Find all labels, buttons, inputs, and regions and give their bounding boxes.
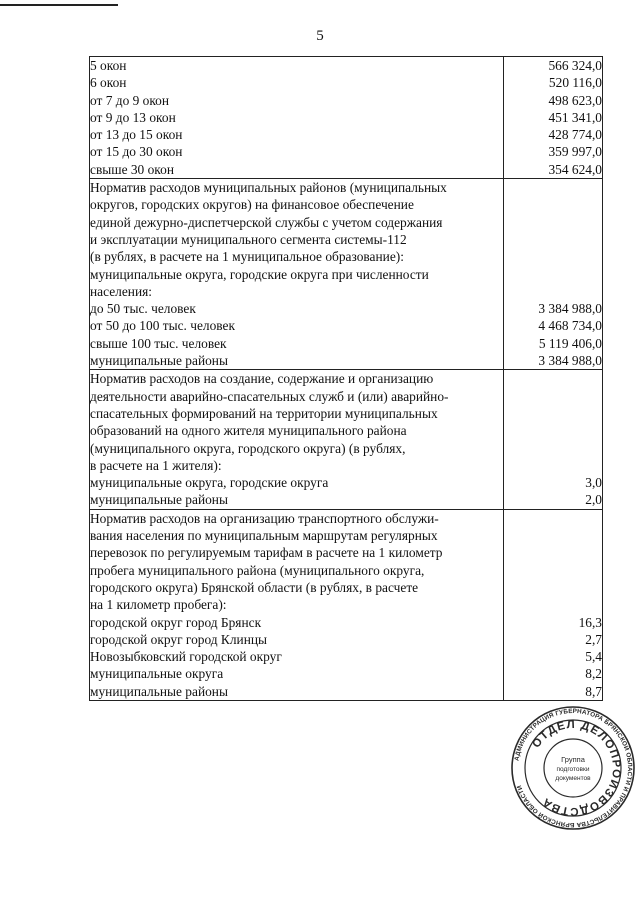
row-label: населения:	[90, 283, 152, 299]
row-label: от 50 до 100 тыс. человек	[90, 318, 235, 334]
row-value: 3 384 988,0	[538, 353, 602, 369]
value-cell	[504, 370, 603, 509]
row-value: 5 119 406,0	[538, 335, 602, 351]
row-label: пробега муниципального района (муниципального округа,	[90, 562, 425, 578]
row-value	[504, 405, 602, 422]
value-cell	[504, 179, 603, 370]
description-cell	[90, 509, 504, 700]
stamp-outer-text: АДМИНИСТРАЦИЯ ГУБЕРНАТОРА БРЯНСКОЙ ОБЛАСТИ И ПРАВИТЕЛЬСТВА БРЯНСКОЙ ОБЛАСТИ	[513, 707, 634, 829]
row-label: городского округа) Брянской области (в рублях, в расчете	[90, 579, 419, 595]
row-label: Норматив расходов на создание, содержание и организацию	[90, 371, 434, 387]
row-value: 5,4	[585, 649, 602, 665]
row-value: 3 384 988,0	[538, 301, 602, 317]
row-label: и эксплуатации муниципального сегмента системы-112	[90, 231, 407, 247]
row-value	[504, 596, 602, 613]
row-value	[504, 457, 602, 474]
row-label: муниципальные округа, городские округа при численности	[90, 266, 429, 282]
row-label: деятельности аварийно-спасательных служб и (или) аварийно-	[90, 388, 449, 404]
value-cell	[504, 57, 603, 179]
row-value: 8,2	[585, 666, 602, 682]
row-value: 428 774,0	[548, 127, 602, 143]
row-label: свыше 100 тыс. человек	[90, 335, 227, 351]
row-label: от 13 до 15 окон	[90, 127, 183, 143]
row-value	[504, 196, 602, 213]
row-label: Норматив расходов муниципальных районов (муниципальных	[90, 180, 447, 196]
row-value	[504, 527, 602, 544]
description-cell	[90, 370, 504, 509]
page-number: 5	[316, 28, 324, 44]
row-value: 520 116,0	[548, 75, 602, 91]
row-label: спасательных формирований на территории муниципальных	[90, 405, 438, 421]
row-value	[504, 422, 602, 439]
row-label: муниципальные районы	[90, 683, 228, 699]
row-label: городской округ город Брянск	[90, 614, 262, 630]
row-label: от 15 до 30 окон	[90, 144, 183, 160]
row-label: образований на одного жителя муниципального района	[90, 423, 407, 439]
row-label: в расчете на 1 жителя):	[90, 457, 222, 473]
table-section	[90, 179, 603, 370]
row-label: (муниципального округа, городского округа) (в рублях,	[90, 440, 406, 456]
row-value	[504, 248, 602, 265]
description-cell	[90, 179, 504, 370]
row-label: 6 окон	[90, 75, 127, 91]
row-value	[504, 544, 602, 561]
row-value	[504, 579, 602, 596]
row-value	[504, 440, 602, 457]
row-value: 2,7	[585, 631, 602, 647]
row-value	[504, 388, 602, 405]
row-label: Норматив расходов на организацию транспортного обслужи-	[90, 510, 439, 526]
row-value	[504, 562, 602, 579]
stamp-center-line: Группа	[561, 755, 585, 764]
row-value: 4 468 734,0	[538, 318, 602, 334]
row-label: муниципальные районы	[90, 353, 228, 369]
row-label: перевозок по регулируемым тарифам в расчете на 1 километр	[90, 545, 443, 561]
row-value: 359 997,0	[548, 144, 602, 160]
value-cell	[504, 509, 603, 700]
row-label: от 9 до 13 окон	[90, 109, 176, 125]
row-value	[504, 370, 602, 387]
stamp-center-line: подготовки	[556, 766, 590, 773]
row-label: на 1 километр пробега):	[90, 597, 227, 613]
row-value: 354 624,0	[548, 161, 602, 177]
row-value: 3,0	[585, 475, 602, 491]
row-value: 16,3	[578, 614, 602, 630]
description-cell	[90, 57, 504, 179]
row-label: городской округ город Клинцы	[90, 631, 268, 647]
table-section	[90, 370, 603, 509]
row-label: муниципальные округа	[90, 666, 224, 682]
row-value: 2,0	[585, 492, 602, 508]
row-value	[504, 283, 602, 300]
row-value	[504, 266, 602, 283]
top-rule	[0, 4, 118, 6]
row-value: 8,7	[585, 683, 602, 699]
row-label: вания населения по муниципальным маршрутам регулярных	[90, 528, 438, 544]
table-section	[90, 57, 603, 179]
row-value	[504, 179, 602, 196]
stamp-seal	[510, 705, 636, 831]
row-value	[504, 214, 602, 231]
row-label: Новозыбковский городской округ	[90, 649, 282, 665]
row-value	[504, 231, 602, 248]
row-label: до 50 тыс. человек	[90, 301, 196, 317]
row-value: 498 623,0	[548, 92, 602, 108]
row-label: от 7 до 9 окон	[90, 92, 170, 108]
row-label: округов, городских округов) на финансовое обеспечение	[90, 197, 414, 213]
row-label: (в рублях, в расчете на 1 муниципальное образование):	[90, 249, 404, 265]
row-value: 566 324,0	[548, 58, 602, 73]
row-label: 5 окон	[90, 58, 127, 73]
normatives-table	[89, 56, 603, 701]
row-value	[504, 510, 602, 527]
row-value: 451 341,0	[548, 109, 602, 125]
table-section	[90, 509, 603, 700]
stamp-center-line: документов	[555, 775, 591, 782]
row-label: свыше 30 окон	[90, 161, 174, 177]
row-label: единой дежурно-диспетчерской службы с учетом содержания	[90, 214, 443, 230]
row-label: муниципальные округа, городские округа	[90, 475, 329, 491]
row-label: муниципальные районы	[90, 492, 228, 508]
stamp-ring-text: ОТДЕЛ ДЕЛОПРОИЗВОДСТВА	[530, 718, 623, 818]
